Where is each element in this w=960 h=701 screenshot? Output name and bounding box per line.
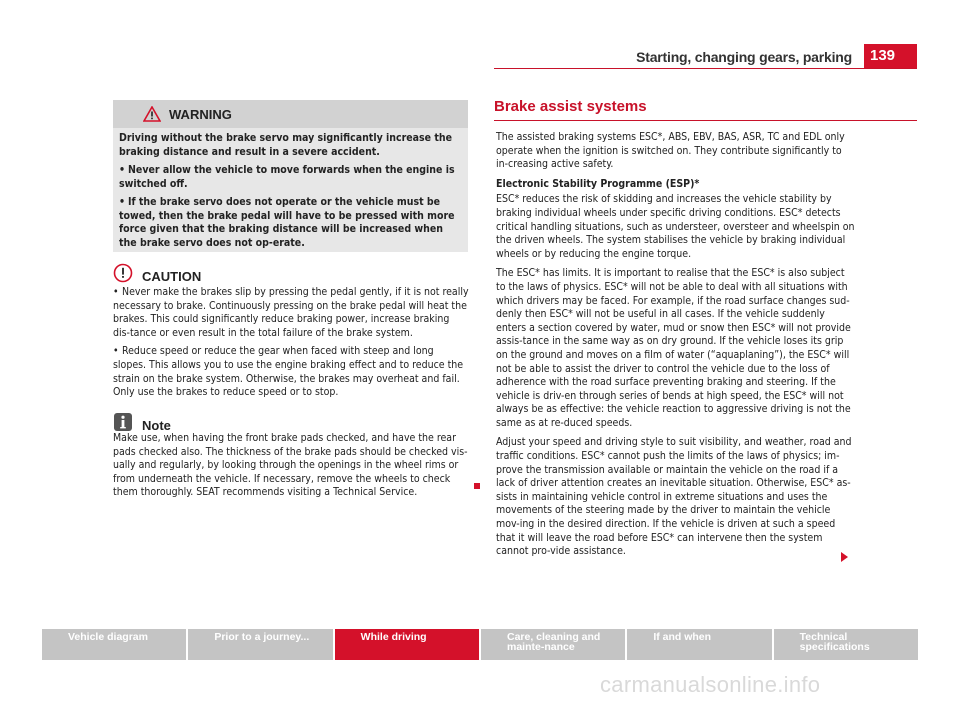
bullet-icon: •	[119, 164, 126, 176]
tab-while-driving[interactable]: While driving	[335, 629, 479, 660]
section-subheading: Electronic Stability Programme (ESP)*	[496, 177, 700, 190]
warning-triangle-icon	[143, 106, 161, 122]
bullet-icon: •	[113, 286, 119, 298]
warning-bullet: • Never allow the vehicle to move forwards when the engine is switched off.	[119, 164, 455, 190]
section-title: Brake assist systems	[494, 98, 647, 115]
running-header: Starting, changing gears, parking	[636, 49, 852, 65]
warning-label: WARNING	[169, 106, 232, 122]
caution-body	[113, 286, 469, 405]
section-paragraph: Adjust your speed and driving style to suit visibility, and weather, road and traffic conditions. ESC* cannot push the limits of the laws of physics; im-prove the transmission available or maintain the vehicle on the road if a lack of driver attention creates an inevitable situation. Otherwise, ESC* as-sists in maintaining vehicle control in extreme situations and uses the movements of the steering made by the driver to maintain the vehicle mov-ing in the desired direction. If the vehicle is driven at such a speed that it will leave the road before ESC* can intervene then the system cannot pro-vide assistance.	[496, 436, 852, 558]
tab-vehicle-diagram[interactable]: Vehicle diagram	[42, 629, 186, 660]
warning-header	[113, 100, 468, 128]
note-info-icon	[113, 412, 133, 432]
warning-box	[113, 100, 468, 252]
section-rule	[494, 120, 917, 121]
tab-technical-specifications[interactable]: Technical specifications	[774, 629, 918, 660]
warning-paragraph: Driving without the brake servo may significantly increase the braking distance and result in a severe accident.	[119, 132, 452, 158]
tab-prior-to-journey[interactable]: Prior to a journey...	[188, 629, 332, 660]
bullet-icon: •	[113, 345, 119, 358]
section-paragraph: ESC* reduces the risk of skidding and increases the vehicle stability by braking individual wheels under specific driving conditions. ESC* detects critical handling situations, such as understeer, oversteer and wheelspin on the driven wheels. The system stabilises the vehicle by braking individual wheels or by reducing the engine torque.	[496, 193, 855, 260]
section-body	[496, 131, 856, 565]
caution-header	[113, 261, 201, 284]
note-header	[113, 410, 171, 433]
note-label: Note	[142, 418, 171, 433]
caution-item: • Never make the brakes slip by pressing the pedal gently, if it is not really necessary to brake. Continuously pressing on the brake pedal will heat the brakes. This could significantly reduce braking power, increase braking dis-tance or even result in the total failure of the brake system.	[113, 286, 469, 339]
caution-item: • Reduce speed or reduce the gear when faced with steep and long slopes. This allows you to use the engine braking effect and to reduce the strain on the brake system. Otherwise, the brakes may overheat and fail. Only use the brakes to reduce speed or to stop.	[113, 345, 464, 399]
header-rule	[494, 68, 917, 69]
page-number: 139	[864, 44, 917, 68]
note-body	[113, 432, 469, 505]
caution-label: CAUTION	[142, 269, 202, 284]
tab-if-and-when[interactable]: If and when	[627, 629, 771, 660]
chapter-nav	[42, 629, 918, 660]
bullet-icon: •	[119, 196, 126, 208]
note-text: Make use, when having the front brake pads checked, and have the rear pads checked also. The thickness of the brake pads should be checked vis-ually and regularly, by looking through the openings in the wheel rims or from underneath the vehicle. If necessary, remove the wheels to check them thoroughly. SEAT recommends visiting a Technical Service.	[113, 432, 468, 499]
end-of-section-marker	[474, 483, 480, 489]
watermark: carmanualsonline.info	[600, 672, 821, 697]
section-intro: The assisted braking systems ESC*, ABS, EBV, BAS, ASR, TC and EDL only operate when the ignition is switched on. They contribute significantly to in-creasing active safety.	[496, 131, 845, 171]
section-paragraph: The ESC* has limits. It is important to realise that the ESC* is also subject to the laws of physics. ESC* will not be able to deal with all situations with which drivers may be faced. For example, if the road surface changes sud-denly then ESC* will not be useful in all cases. If the vehicle suddenly enters a section covered by water, mud or snow then ESC* will not provide assis-tance in the same way as on dry ground. If the vehicle loses its grip on the ground and moves on a film of water (“aquaplaning”), the ESC* will not be able to assist the driver to control the vehicle due to the loss of adherence with the road surface preventing braking and steering. If the vehicle is driv-en through series of bends at high speed, the ESC* will not always be as effective: the vehicle reaction to aggressive driving is not the same as at re-duced speeds.	[496, 267, 851, 429]
warning-bullet: • If the brake servo does not operate or the vehicle must be towed, then the brake pedal will have to be pressed with more force given that the braking distance will be increased when the brake servo does not op-erate.	[119, 196, 455, 249]
continue-arrow-icon	[841, 552, 848, 562]
tab-care-cleaning[interactable]: Care, cleaning and mainte-nance	[481, 629, 625, 660]
caution-exclamation-icon	[113, 263, 133, 283]
